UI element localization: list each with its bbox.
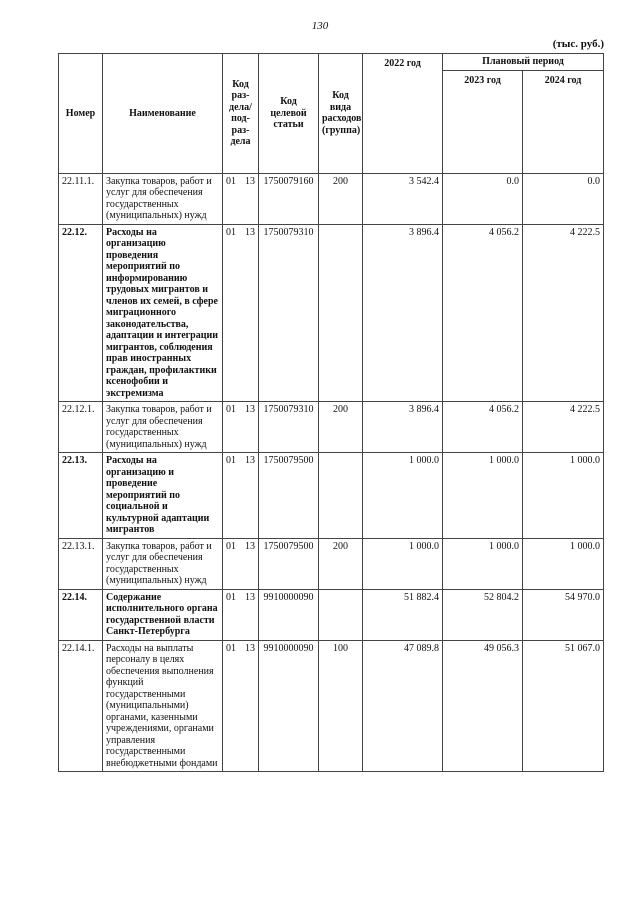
row-amount-2022: 3 542.4 (363, 173, 443, 224)
row-number: 22.13. (59, 453, 103, 539)
row-name: Расходы на организацию проведения мероприятий по информированию трудовых мигрантов и членов их семей, в сфере миграционного законодательства, адаптации и интеграции мигрантов, соблюдения прав иностранных граждан, профилактики ксенофобии и экстремизма (103, 224, 223, 402)
row-amount-2023: 1 000.0 (443, 453, 523, 539)
header-expense-type-code: Код вида расходов (группа) (319, 54, 363, 174)
row-number: 22.14. (59, 589, 103, 640)
row-number: 22.12. (59, 224, 103, 402)
row-expense-type: 200 (319, 538, 363, 589)
row-amount-2023: 4 056.2 (443, 402, 523, 453)
table-row (59, 640, 604, 772)
row-amount-2024: 54 970.0 (523, 589, 604, 640)
table-row (59, 402, 604, 453)
row-amount-2022: 1 000.0 (363, 538, 443, 589)
row-target-code: 9910000090 (259, 640, 319, 772)
row-amount-2023: 0.0 (443, 173, 523, 224)
row-razdel: 01 (226, 642, 236, 654)
row-target-code: 1750079160 (259, 173, 319, 224)
row-expense-type: 200 (319, 173, 363, 224)
row-podrazdel: 13 (245, 455, 255, 466)
row-number: 22.13.1. (59, 538, 103, 589)
row-razdel: 01 (226, 455, 236, 466)
row-name: Закупка товаров, работ и услуг для обеспечения государственных (муниципальных) нужд (103, 538, 223, 589)
row-amount-2023: 1 000.0 (443, 538, 523, 589)
row-expense-type (319, 589, 363, 640)
row-section-code (223, 453, 259, 539)
row-target-code: 1750079500 (259, 538, 319, 589)
header-number: Номер (59, 54, 103, 174)
table-body (59, 173, 604, 772)
row-amount-2023: 49 056.3 (443, 640, 523, 772)
row-name: Закупка товаров, работ и услуг для обеспечения государственных (муниципальных) нужд (103, 402, 223, 453)
row-razdel: 01 (226, 175, 236, 187)
row-amount-2024: 1 000.0 (523, 453, 604, 539)
row-section-code (223, 402, 259, 453)
row-target-code: 1750079310 (259, 402, 319, 453)
row-number: 22.14.1. (59, 640, 103, 772)
row-amount-2022: 3 896.4 (363, 402, 443, 453)
row-section-code (223, 640, 259, 772)
table-row (59, 589, 604, 640)
header-year-2024: 2024 год (523, 70, 604, 173)
row-name: Расходы на организацию и проведение мероприятий по социальной и культурной адаптации мигрантов (103, 453, 223, 539)
row-name: Закупка товаров, работ и услуг для обеспечения государственных (муниципальных) нужд (103, 173, 223, 224)
row-podrazdel: 13 (245, 540, 255, 552)
row-razdel: 01 (226, 540, 236, 552)
row-amount-2022: 47 089.8 (363, 640, 443, 772)
row-expense-type (319, 453, 363, 539)
header-planning-period: Плановый период (443, 54, 604, 71)
row-number: 22.12.1. (59, 402, 103, 453)
row-amount-2022: 3 896.4 (363, 224, 443, 402)
table-row (59, 224, 604, 402)
row-razdel: 01 (226, 404, 236, 415)
page-number: 130 (311, 20, 329, 32)
row-podrazdel: 13 (245, 175, 255, 187)
table-header (59, 54, 604, 174)
row-amount-2024: 51 067.0 (523, 640, 604, 772)
row-section-code (223, 173, 259, 224)
row-amount-2024: 4 222.5 (523, 224, 604, 402)
row-section-code (223, 538, 259, 589)
row-amount-2024: 4 222.5 (523, 402, 604, 453)
table-row (59, 538, 604, 589)
row-podrazdel: 13 (245, 226, 255, 238)
row-target-code: 1750079310 (259, 224, 319, 402)
row-expense-type: 200 (319, 402, 363, 453)
row-section-code (223, 224, 259, 402)
row-amount-2024: 1 000.0 (523, 538, 604, 589)
row-expense-type: 100 (319, 640, 363, 772)
row-name: Содержание исполнительного органа государственной власти Санкт-Петербурга (103, 589, 223, 640)
row-podrazdel: 13 (245, 404, 255, 415)
row-target-code: 1750079500 (259, 453, 319, 539)
row-podrazdel: 13 (245, 642, 255, 654)
header-year-2022: 2022 год (363, 54, 443, 174)
row-section-code (223, 589, 259, 640)
header-name: Наименование (103, 54, 223, 174)
row-amount-2022: 51 882.4 (363, 589, 443, 640)
row-razdel: 01 (226, 226, 236, 238)
row-amount-2023: 4 056.2 (443, 224, 523, 402)
header-year-2023: 2023 год (443, 70, 523, 173)
row-amount-2023: 52 804.2 (443, 589, 523, 640)
row-expense-type (319, 224, 363, 402)
row-number: 22.11.1. (59, 173, 103, 224)
table-row (59, 453, 604, 539)
row-amount-2024: 0.0 (523, 173, 604, 224)
units-label: (тыс. руб.) (552, 38, 604, 50)
row-razdel: 01 (226, 591, 236, 603)
row-amount-2022: 1 000.0 (363, 453, 443, 539)
row-target-code: 9910000090 (259, 589, 319, 640)
row-name: Расходы на выплаты персоналу в целях обеспечения выполнения функций государственными (муниципальными) органами, казенными учреждениями, органами управления государственными внебюджетными фондами (103, 640, 223, 772)
header-section-code: Код раз-дела/ под-раз-дела (223, 54, 259, 174)
table-row (59, 173, 604, 224)
budget-table (58, 53, 604, 772)
row-podrazdel: 13 (245, 591, 255, 603)
header-target-code: Код целевой статьи (259, 54, 319, 174)
